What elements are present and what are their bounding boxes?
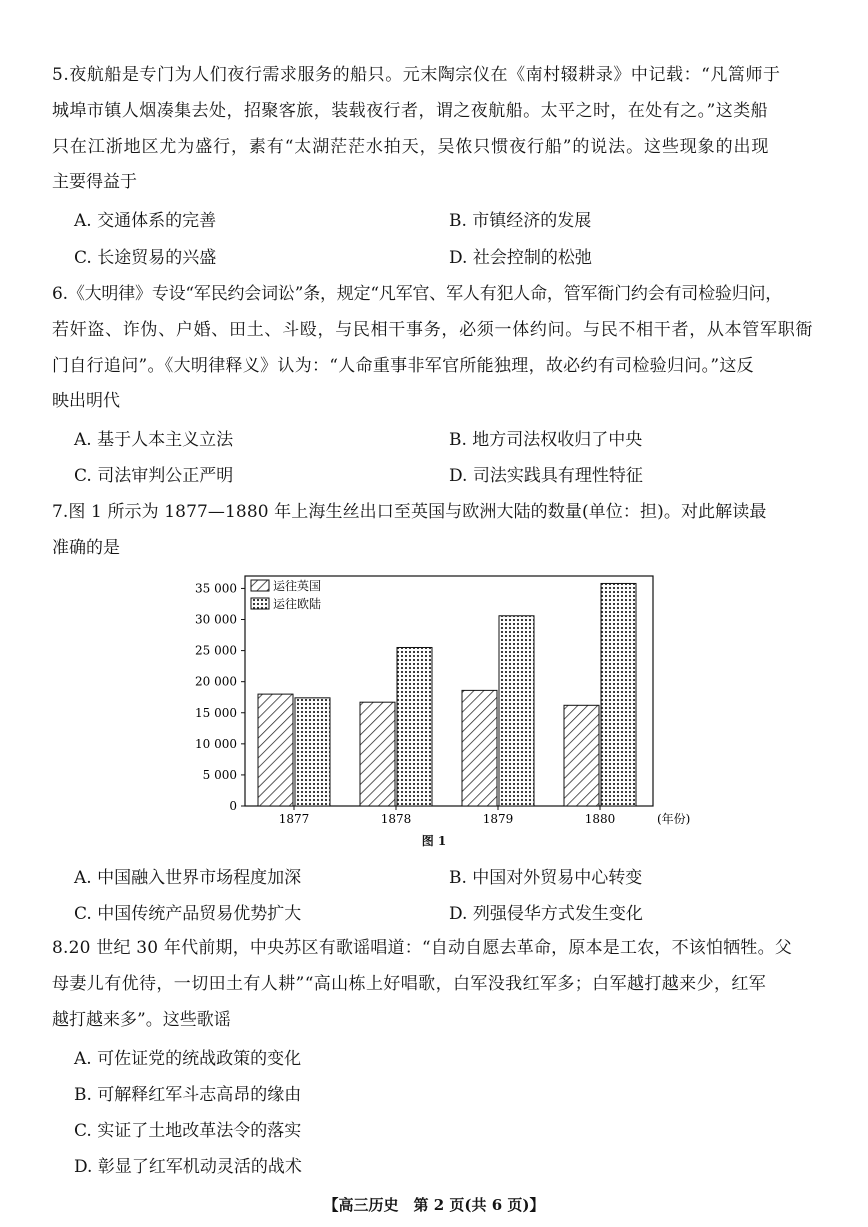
bar-hatch (564, 705, 599, 806)
bar-dots (397, 647, 432, 806)
q6-option-c[interactable]: C. 司法审判公正严明 (74, 466, 234, 486)
bar-dots (499, 616, 534, 806)
question-6-stem (52, 277, 816, 420)
q5-option-b[interactable]: B. 市镇经济的发展 (449, 211, 592, 231)
q8-option-a[interactable]: A. 可佐证党的统战政策的变化 (74, 1049, 302, 1069)
x-axis-label: (年份) (657, 812, 691, 826)
q7-option-a[interactable]: A. 中国融入世界市场程度加深 (74, 868, 302, 888)
x-tick-label: 1880 (584, 812, 616, 826)
bar-hatch (462, 690, 497, 806)
stem-line: 6.《大明律》专设“军民约会词讼”条，规定“凡军官、军人有犯人命，管军衙门约会有司检验归问， (52, 284, 783, 304)
q8-option-b[interactable]: B. 可解释红军斗志高昂的缘由 (74, 1085, 302, 1105)
q7-option-c[interactable]: C. 中国传统产品贸易优势扩大 (74, 904, 302, 924)
question-8-stem (52, 931, 816, 1038)
stem-line: 若奸盗、诈伪、户婚、田土、斗殴，与民相干事务，必须一体约问。与民不相干者，从本管军职衙 (52, 319, 814, 340)
stem-line: 映出明代 (52, 391, 120, 412)
y-tick-label: 35 000 (195, 581, 237, 596)
stem-line: 7.图 1 所示为 1877—1880 年上海生丝出口至英国与欧洲大陆的数量(单位：担)。对此解读最 (52, 502, 767, 522)
x-tick-label: 1878 (380, 812, 412, 826)
stem-line: 主要得益于 (52, 172, 137, 193)
q6-option-b[interactable]: B. 地方司法权收归了中央 (449, 430, 643, 450)
y-tick-label: 15 000 (195, 705, 237, 720)
stem-line: 准确的是 (52, 537, 120, 558)
bar-hatch (258, 694, 293, 806)
y-tick-label: 30 000 (195, 612, 237, 627)
q5-option-c[interactable]: C. 长途贸易的兴盛 (74, 248, 217, 268)
x-tick-label: 1877 (278, 812, 310, 826)
figure-caption: 图 1 (421, 834, 447, 848)
stem-line: 门自行追问”。《大明律释义》认为：“人命重事非军官所能独理，故必约有司检验归问。”这反 (52, 355, 754, 376)
y-tick-label: 20 000 (195, 674, 237, 689)
q7-option-b[interactable]: B. 中国对外贸易中心转变 (449, 868, 643, 888)
stem-line: 母妻儿有优待，一切田土有人耕”“高山栋上好唱歌，白军没我红军多；白军越打越来少，红军 (52, 973, 767, 994)
y-tick-label: 25 000 (195, 643, 237, 658)
x-tick-label: 1879 (482, 812, 514, 826)
legend-label: 运往欧陆 (273, 597, 322, 611)
q5-option-a[interactable]: A. 交通体系的完善 (74, 211, 217, 231)
q8-option-c[interactable]: C. 实证了土地改革法令的落实 (74, 1121, 302, 1141)
q6-option-a[interactable]: A. 基于人本主义立法 (74, 430, 234, 450)
q6-option-d[interactable]: D. 司法实践具有理性特征 (449, 466, 643, 486)
question-7-stem (52, 495, 816, 567)
q8-option-d[interactable]: D. 彰显了红军机动灵活的战术 (74, 1157, 302, 1177)
bar-chart (0, 570, 868, 830)
question-5-stem (52, 58, 816, 201)
page-footer: 【高三历史 第 2 页(共 6 页)】 (323, 1196, 545, 1214)
q7-option-d[interactable]: D. 列强侵华方式发生变化 (449, 904, 643, 924)
stem-line: 只在江浙地区尤为盛行，素有“太湖茫茫水拍天，吴侬只惯夜行船”的说法。这些现象的出现 (52, 136, 770, 157)
bar-dots (601, 583, 636, 806)
y-tick-label: 0 (229, 799, 237, 813)
stem-line: 8.20 世纪 30 年代前期，中央苏区有歌谣唱道：“自动自愿去革命，原本是工农，不该怕牺牲。父 (52, 938, 792, 958)
stem-line: 城埠市镇人烟凑集去处，招聚客旅，装载夜行者，谓之夜航船。太平之时，在处有之。”这类船 (52, 100, 769, 121)
y-tick-label: 10 000 (195, 736, 237, 751)
bar-hatch (360, 702, 395, 806)
y-tick-label: 5 000 (202, 767, 237, 782)
q5-option-d[interactable]: D. 社会控制的松弛 (449, 248, 592, 268)
legend-swatch (251, 580, 269, 591)
legend-swatch (251, 598, 269, 609)
stem-line: 5.夜航船是专门为人们夜行需求服务的船只。元末陶宗仪在《南村辍耕录》中记载：“凡篙师于 (52, 65, 781, 85)
bar-dots (295, 698, 330, 806)
legend-label: 运往英国 (273, 579, 322, 593)
stem-line: 越打越来多”。这些歌谣 (52, 1009, 231, 1030)
